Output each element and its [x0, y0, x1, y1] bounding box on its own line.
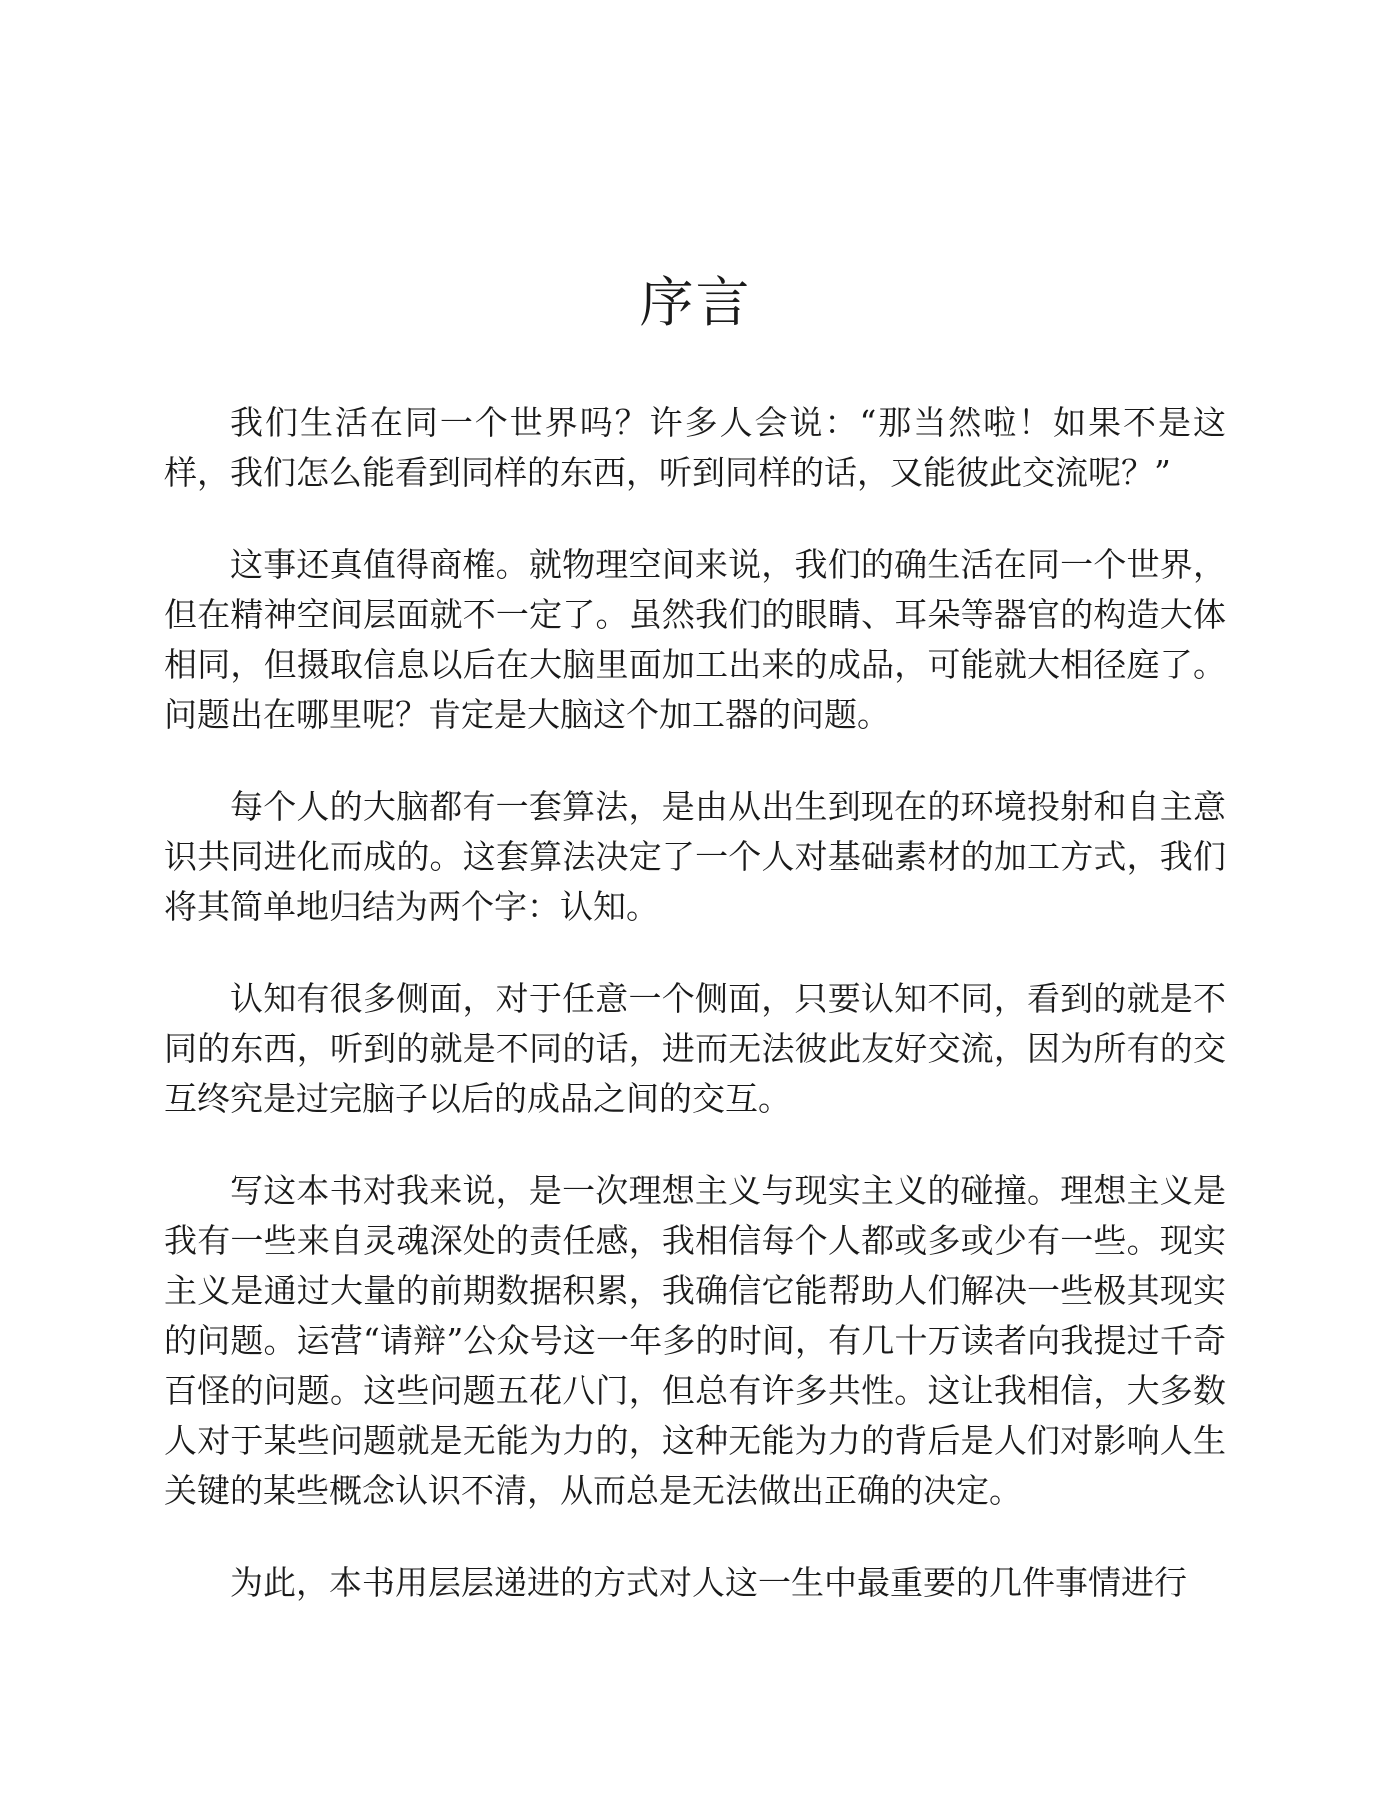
body-text	[164, 398, 1226, 1650]
page-title: 序言	[639, 271, 752, 334]
paragraph: 认知有很多侧面，对于任意一个侧面，只要认知不同，看到的就是不同的东西，听到的就是不同的话，进而无法彼此友好交流，因为所有的交互终究是过完脑子以后的成品之间的交互。	[164, 979, 1226, 1118]
paragraph: 我们生活在同一个世界吗？许多人会说：“那当然啦！如果不是这样，我们怎么能看到同样的东西，听到同样的话，又能彼此交流呢？”	[164, 403, 1226, 492]
paragraph: 写这本书对我来说，是一次理想主义与现实主义的碰撞。理想主义是我有一些来自灵魂深处的责任感，我相信每个人都或多或少有一些。现实主义是通过大量的前期数据积累，我确信它能帮助人们解决一些极其现实的问题。运营“请辩”公众号这一年多的时间，有几十万读者向我提过千奇百怪的问题。这些问题五花八门，但总有许多共性。这让我相信，大多数人对于某些问题就是无能为力的，这种无能为力的背后是人们对影响人生关键的某些概念认识不清，从而总是无法做出正确的决定。	[164, 1171, 1226, 1510]
paragraph: 为此，本书用层层递进的方式对人这一生中最重要的几件事情进行	[230, 1563, 1187, 1602]
paragraph: 这事还真值得商榷。就物理空间来说，我们的确生活在同一个世界，但在精神空间层面就不一定了。虽然我们的眼睛、耳朵等器官的构造大体相同，但摄取信息以后在大脑里面加工出来的成品，可能就大相径庭了。问题出在哪里呢？肯定是大脑这个加工器的问题。	[164, 545, 1226, 734]
paragraph: 每个人的大脑都有一套算法，是由从出生到现在的环境投射和自主意识共同进化而成的。这套算法决定了一个人对基础素材的加工方式，我们将其简单地归结为两个字：认知。	[164, 787, 1226, 926]
